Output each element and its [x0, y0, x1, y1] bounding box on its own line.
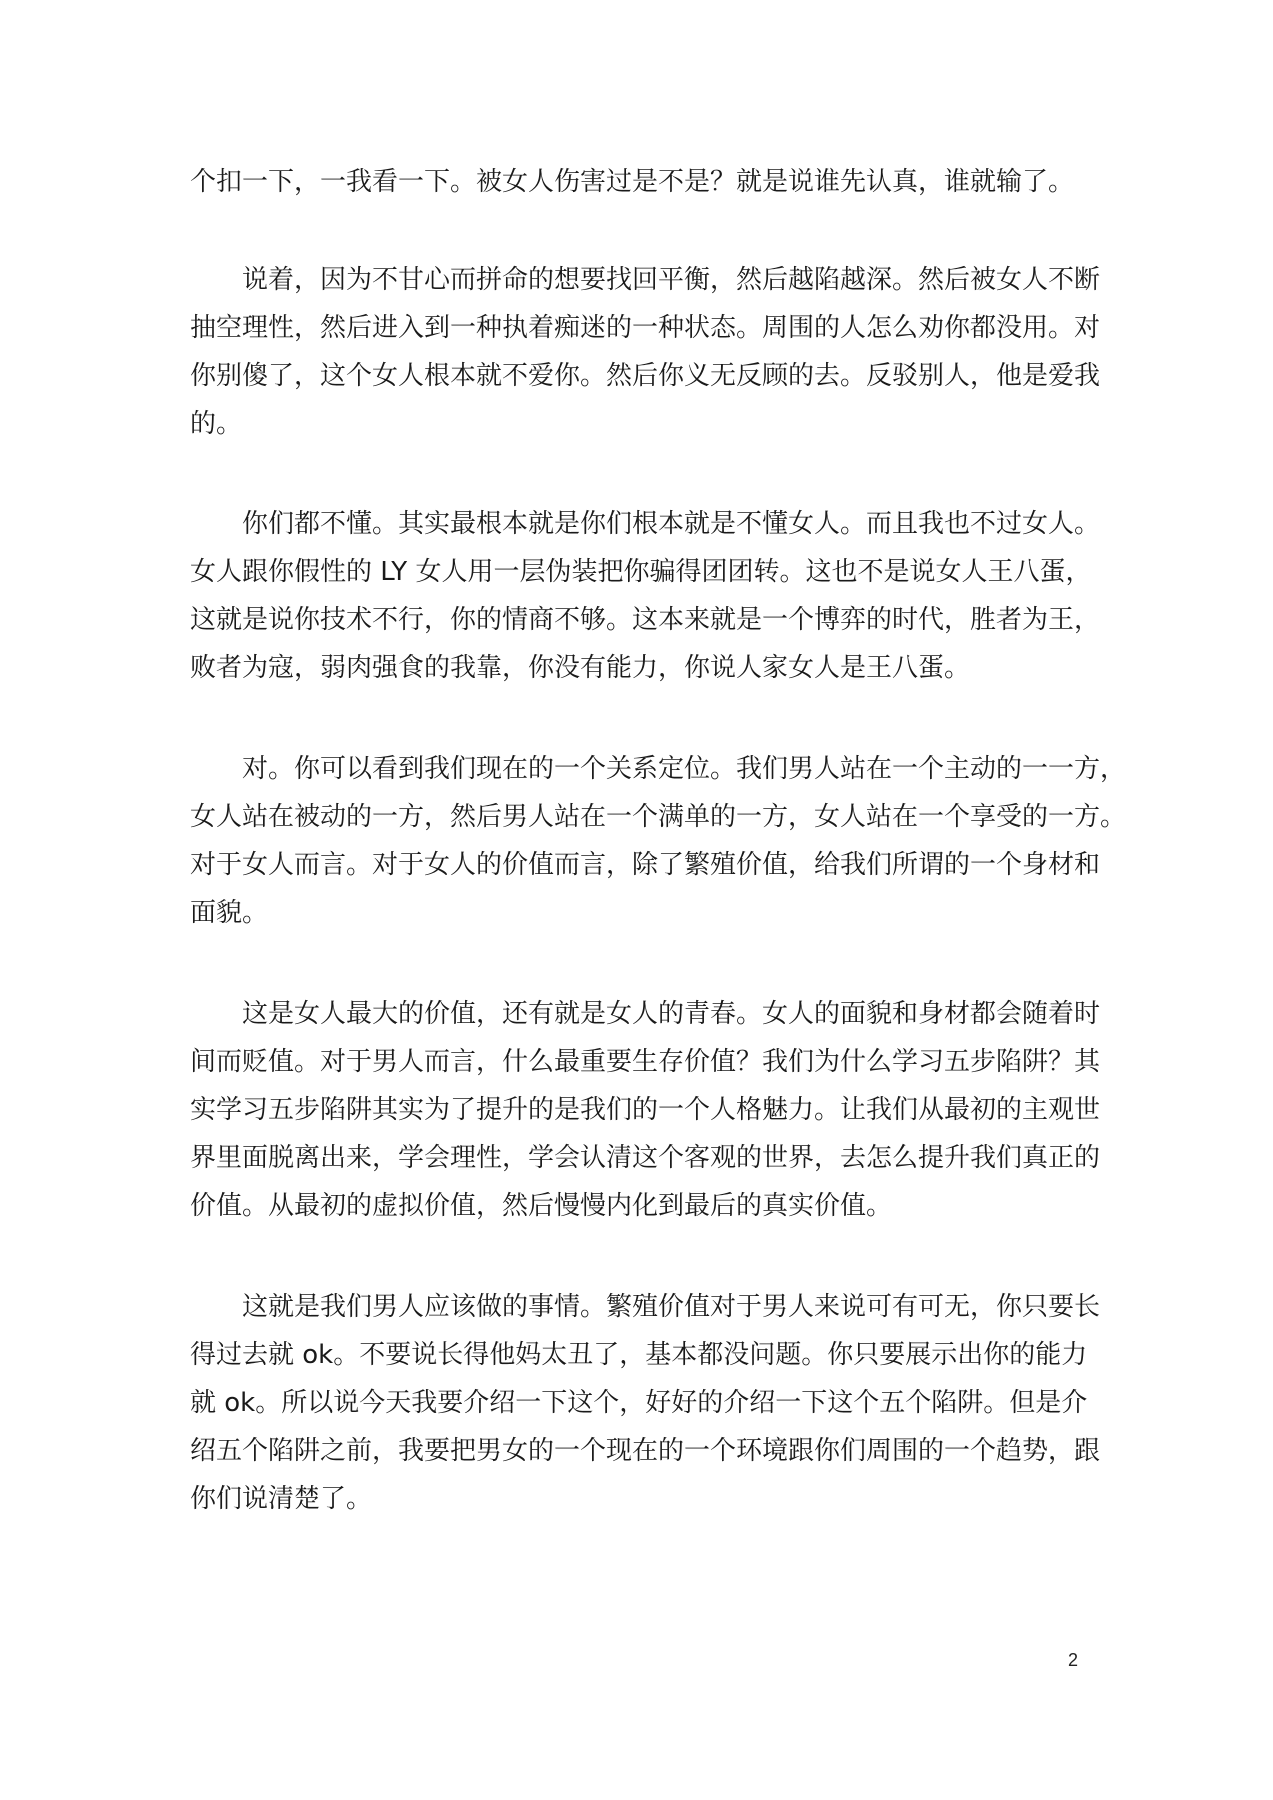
paragraph-2 — [190, 256, 1101, 448]
paragraph-line: 抽空理性，然后进入到一种执着痴迷的一种状态。周围的人怎么劝你都没用。对 — [190, 313, 1101, 343]
paragraph-line: 面貌。 — [190, 898, 269, 928]
paragraph-line: 败者为寇，弱肉强食的我靠，你没有能力，你说人家女人是王八蛋。 — [190, 653, 971, 683]
paragraph-line: 这就是说你技术不行，你的情商不够。这本来就是一个博弈的时代，胜者为王， — [190, 605, 1101, 635]
paragraph-5 — [190, 990, 1101, 1230]
paragraph-line: 你们说清楚了。 — [190, 1484, 373, 1514]
paragraph-line: 对。你可以看到我们现在的一个关系定位。我们男人站在一个主动的一一方， — [190, 754, 1127, 784]
paragraph-4 — [190, 745, 1127, 937]
paragraph-line: 对于女人而言。对于女人的价值而言，除了繁殖价值，给我们所谓的一个身材和 — [190, 850, 1101, 880]
paragraph-line: 间而贬值。对于男人而言，什么最重要生存价值？我们为什么学习五步陷阱？其 — [190, 1047, 1101, 1077]
paragraph-line: 这就是我们男人应该做的事情。繁殖价值对于男人来说可有可无，你只要长 — [190, 1292, 1101, 1322]
paragraph-line: 的。 — [190, 409, 243, 439]
paragraph-line: 你别傻了，这个女人根本就不爱你。然后你义无反顾的去。反驳别人，他是爱我 — [190, 361, 1101, 391]
paragraph-line: 女人站在被动的一方，然后男人站在一个满单的一方，女人站在一个享受的一方。 — [190, 802, 1127, 832]
paragraph-line: 你们都不懂。其实最根本就是你们根本就是不懂女人。而且我也不过女人。 — [190, 509, 1101, 539]
paragraph-line: 实学习五步陷阱其实为了提升的是我们的一个人格魅力。让我们从最初的主观世 — [190, 1095, 1101, 1125]
paragraph-line: 价值。从最初的虚拟价值，然后慢慢内化到最后的真实价值。 — [190, 1191, 893, 1221]
paragraph-1 — [190, 158, 1080, 206]
paragraph-6 — [190, 1283, 1101, 1523]
paragraph-line: 界里面脱离出来，学会理性，学会认清这个客观的世界，去怎么提升我们真正的 — [190, 1143, 1101, 1173]
page-number: 2 — [1068, 1650, 1079, 1670]
paragraph-line: 得过去就 ok。不要说长得他妈太丑了，基本都没问题。你只要展示出你的能力 — [190, 1340, 1088, 1370]
paragraph-line: 就 ok。所以说今天我要介绍一下这个，好好的介绍一下这个五个陷阱。但是介 — [190, 1388, 1088, 1418]
paragraph-line: 这是女人最大的价值，还有就是女人的青春。女人的面貌和身材都会随着时 — [190, 999, 1101, 1029]
paragraph-line: 个扣一下，一我看一下。被女人伤害过是不是？就是说谁先认真，谁就输了。 — [190, 167, 1075, 197]
paragraph-3 — [190, 500, 1101, 692]
paragraph-line: 女人跟你假性的 LY 女人用一层伪装把你骗得团团转。这也不是说女人王八蛋， — [190, 557, 1092, 587]
paragraph-line: 绍五个陷阱之前，我要把男女的一个现在的一个环境跟你们周围的一个趋势，跟 — [190, 1436, 1101, 1466]
paragraph-line: 说着，因为不甘心而拼命的想要找回平衡，然后越陷越深。然后被女人不断 — [190, 265, 1101, 295]
